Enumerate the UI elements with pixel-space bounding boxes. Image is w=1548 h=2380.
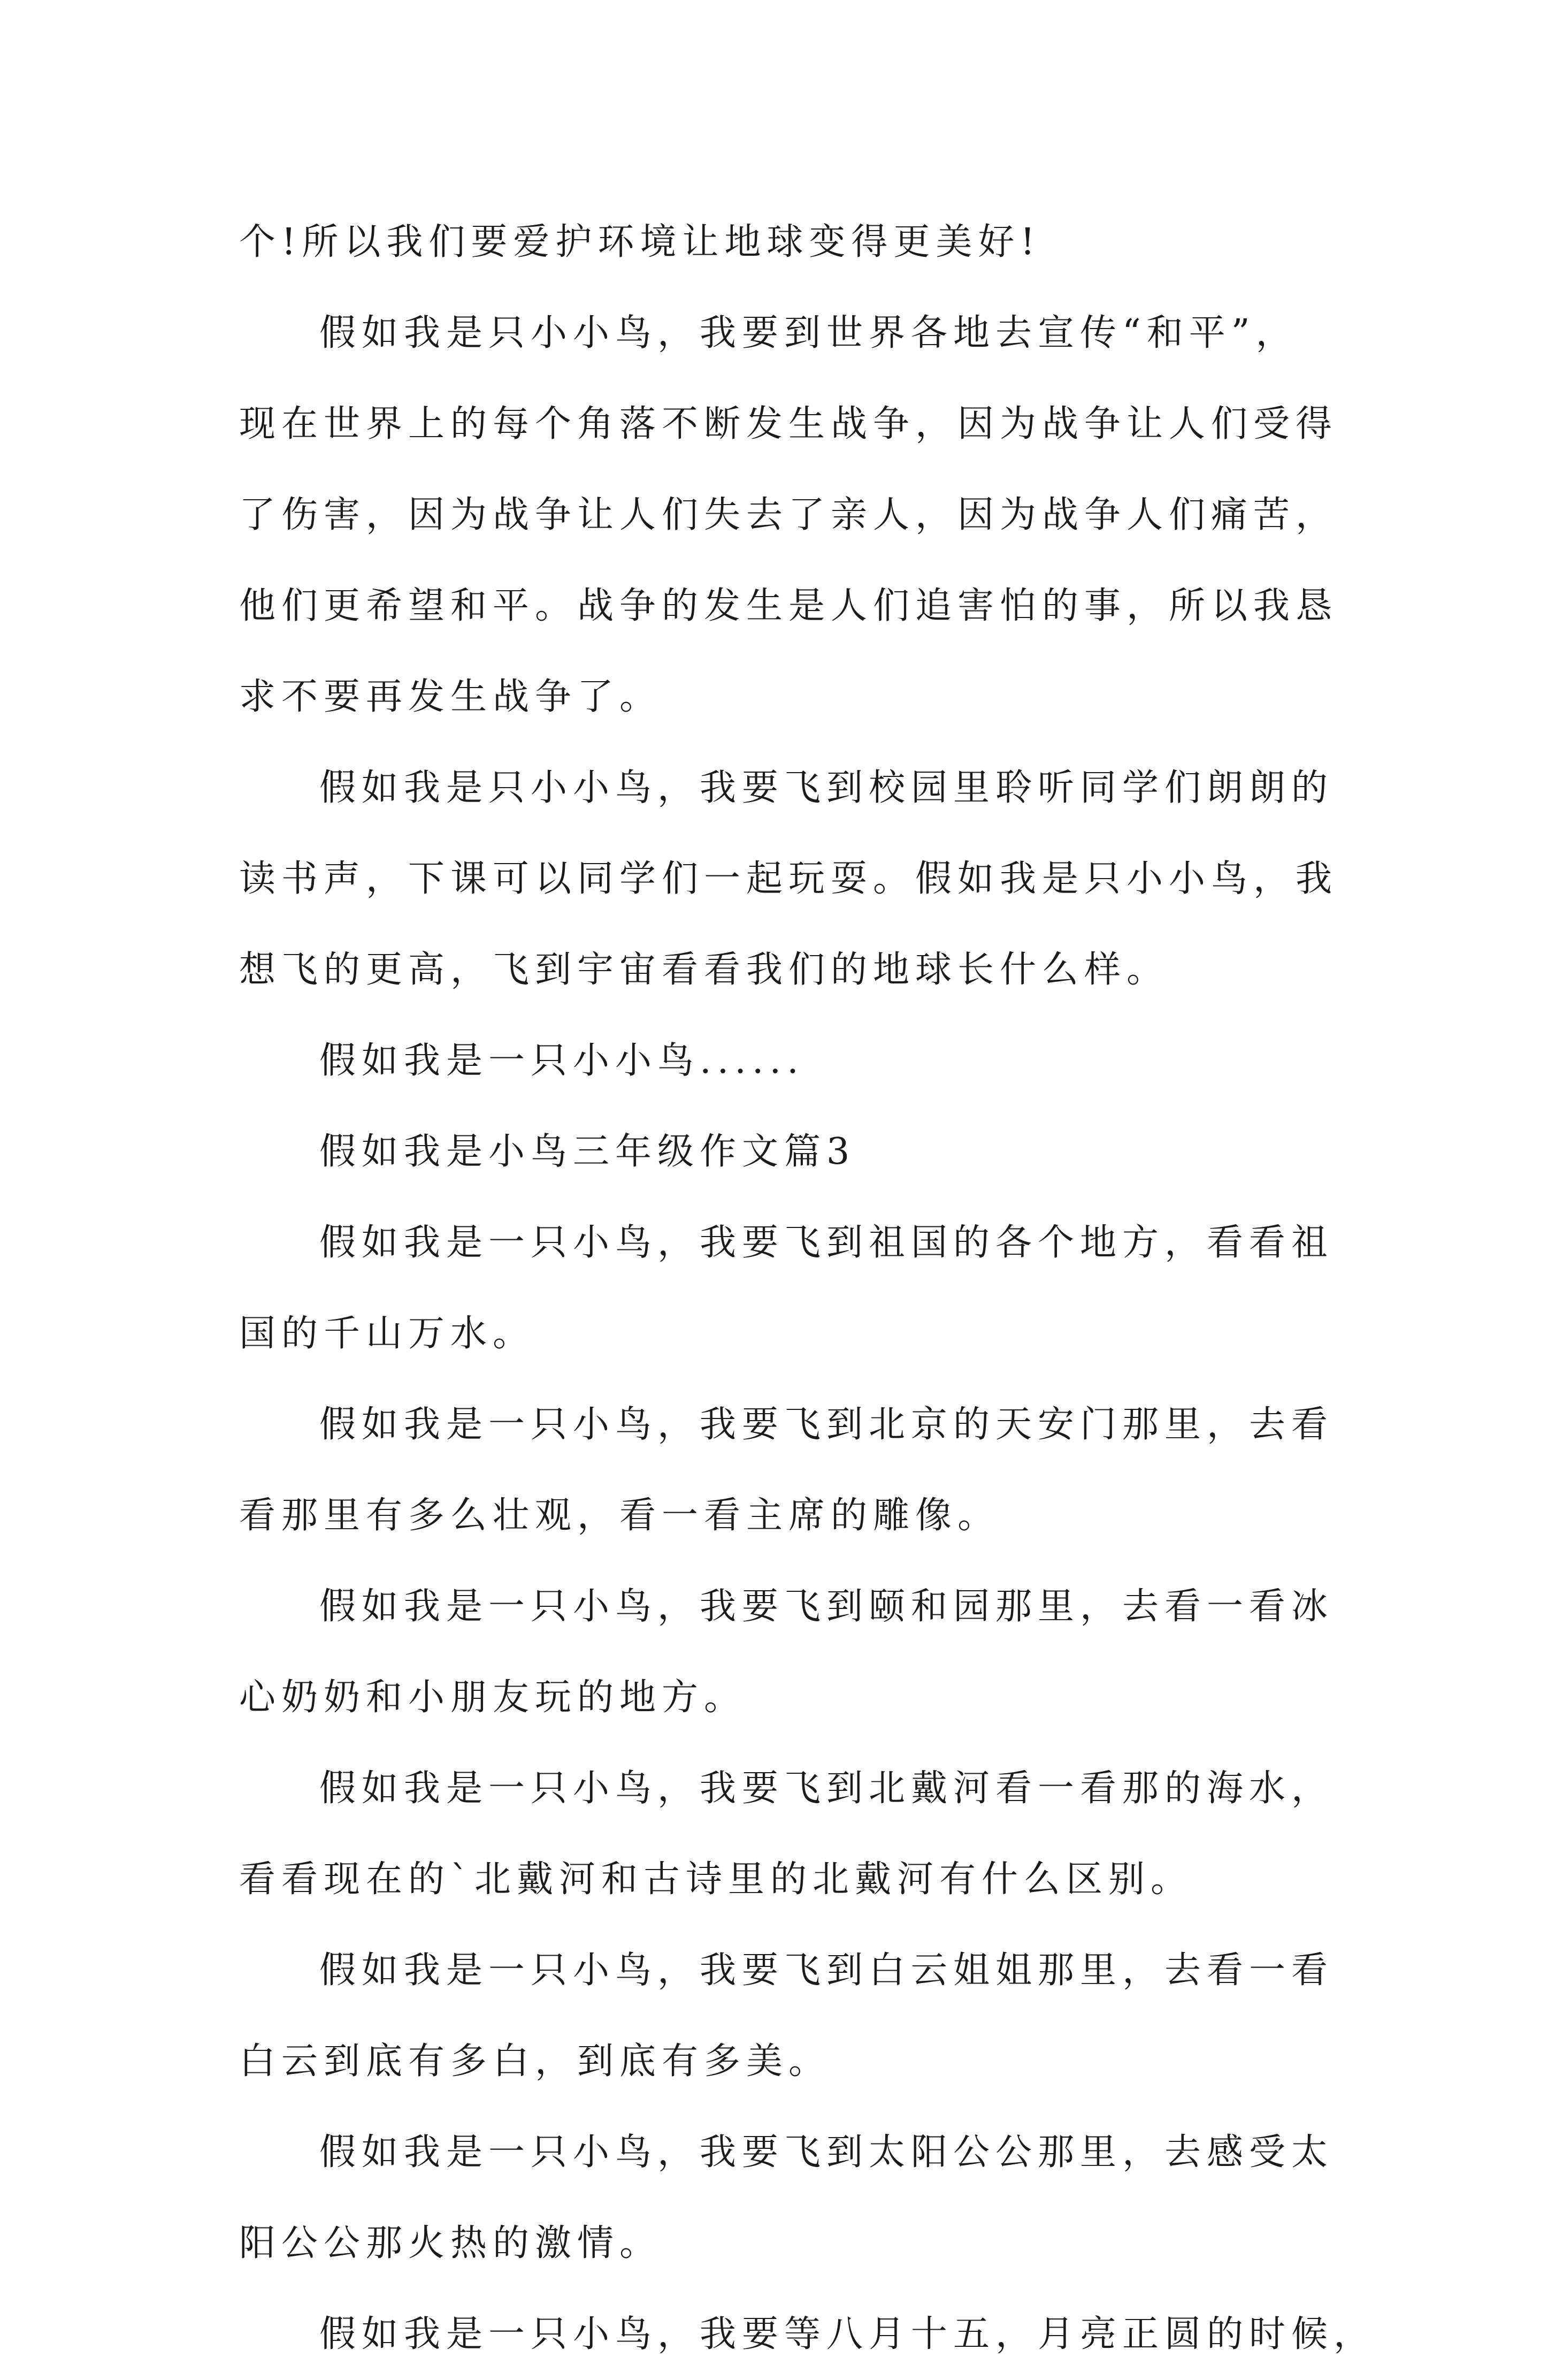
document-body (239, 197, 1376, 2380)
text-line: 看那里有多么壮观，看一看主席的雕像。 (239, 1494, 1000, 1537)
text-line: 心奶奶和小朋友玩的地方。 (239, 1676, 747, 1719)
paragraph-start-line: 假如我是一只小鸟，我要飞到颐和园那里，去看一看冰 (319, 1585, 1334, 1628)
paragraph-start-line: 假如我是只小小鸟，我要到世界各地去宣传“和平”， (319, 312, 1298, 354)
paragraph-start-line: 假如我是一只小鸟，我要飞到北京的天安门那里，去看 (319, 1403, 1334, 1446)
paragraph-start-line: 假如我是一只小鸟，我要飞到白云姐姐那里，去看一看 (319, 1949, 1334, 1992)
text-line: 求不要再发生战争了。 (239, 676, 662, 718)
text-line: 现在世界上的每个角落不断发生战争，因为战争让人们受得 (239, 403, 1338, 445)
text-line: 白云到底有多白，到底有多美。 (239, 2040, 831, 2082)
paragraph-start-line: 假如我是一只小鸟，我要飞到北戴河看一看那的海水， (319, 1767, 1334, 1810)
paragraph-start-line: 假如我是一只小小鸟...... (319, 1040, 804, 1082)
paragraph-start-line: 假如我是只小小鸟，我要飞到校园里聆听同学们朗朗的 (319, 767, 1334, 809)
text-line: 他们更希望和平。战争的发生是人们追害怕的事，所以我恳 (239, 585, 1338, 627)
text-line: 个!所以我们要爱护环境让地球变得更美好! (239, 221, 1041, 263)
text-line: 国的千山万水。 (239, 1313, 535, 1355)
text-line: 想飞的更高，飞到宇宙看看我们的地球长什么样。 (239, 949, 1169, 991)
text-line: 了伤害，因为战争让人们失去了亲人，因为战争人们痛苦， (239, 494, 1338, 536)
paragraph-start-line: 假如我是一只小鸟，我要飞到祖国的各个地方，看看祖 (319, 1222, 1334, 1264)
text-line: 阳公公那火热的激情。 (239, 2222, 662, 2264)
paragraph-start-line: 假如我是一只小鸟，我要飞到太阳公公那里，去感受太 (319, 2131, 1334, 2173)
paragraph-start-line: 假如我是一只小鸟，我要等八月十五，月亮正圆的时候， (319, 2313, 1376, 2355)
text-line: 读书声，下课可以同学们一起玩耍。假如我是只小小鸟，我 (239, 858, 1338, 900)
text-line: 看看现在的`北戴河和古诗里的北戴河有什么区别。 (239, 1858, 1193, 1901)
section-heading: 假如我是小鸟三年级作文篇3 (319, 1131, 856, 1173)
